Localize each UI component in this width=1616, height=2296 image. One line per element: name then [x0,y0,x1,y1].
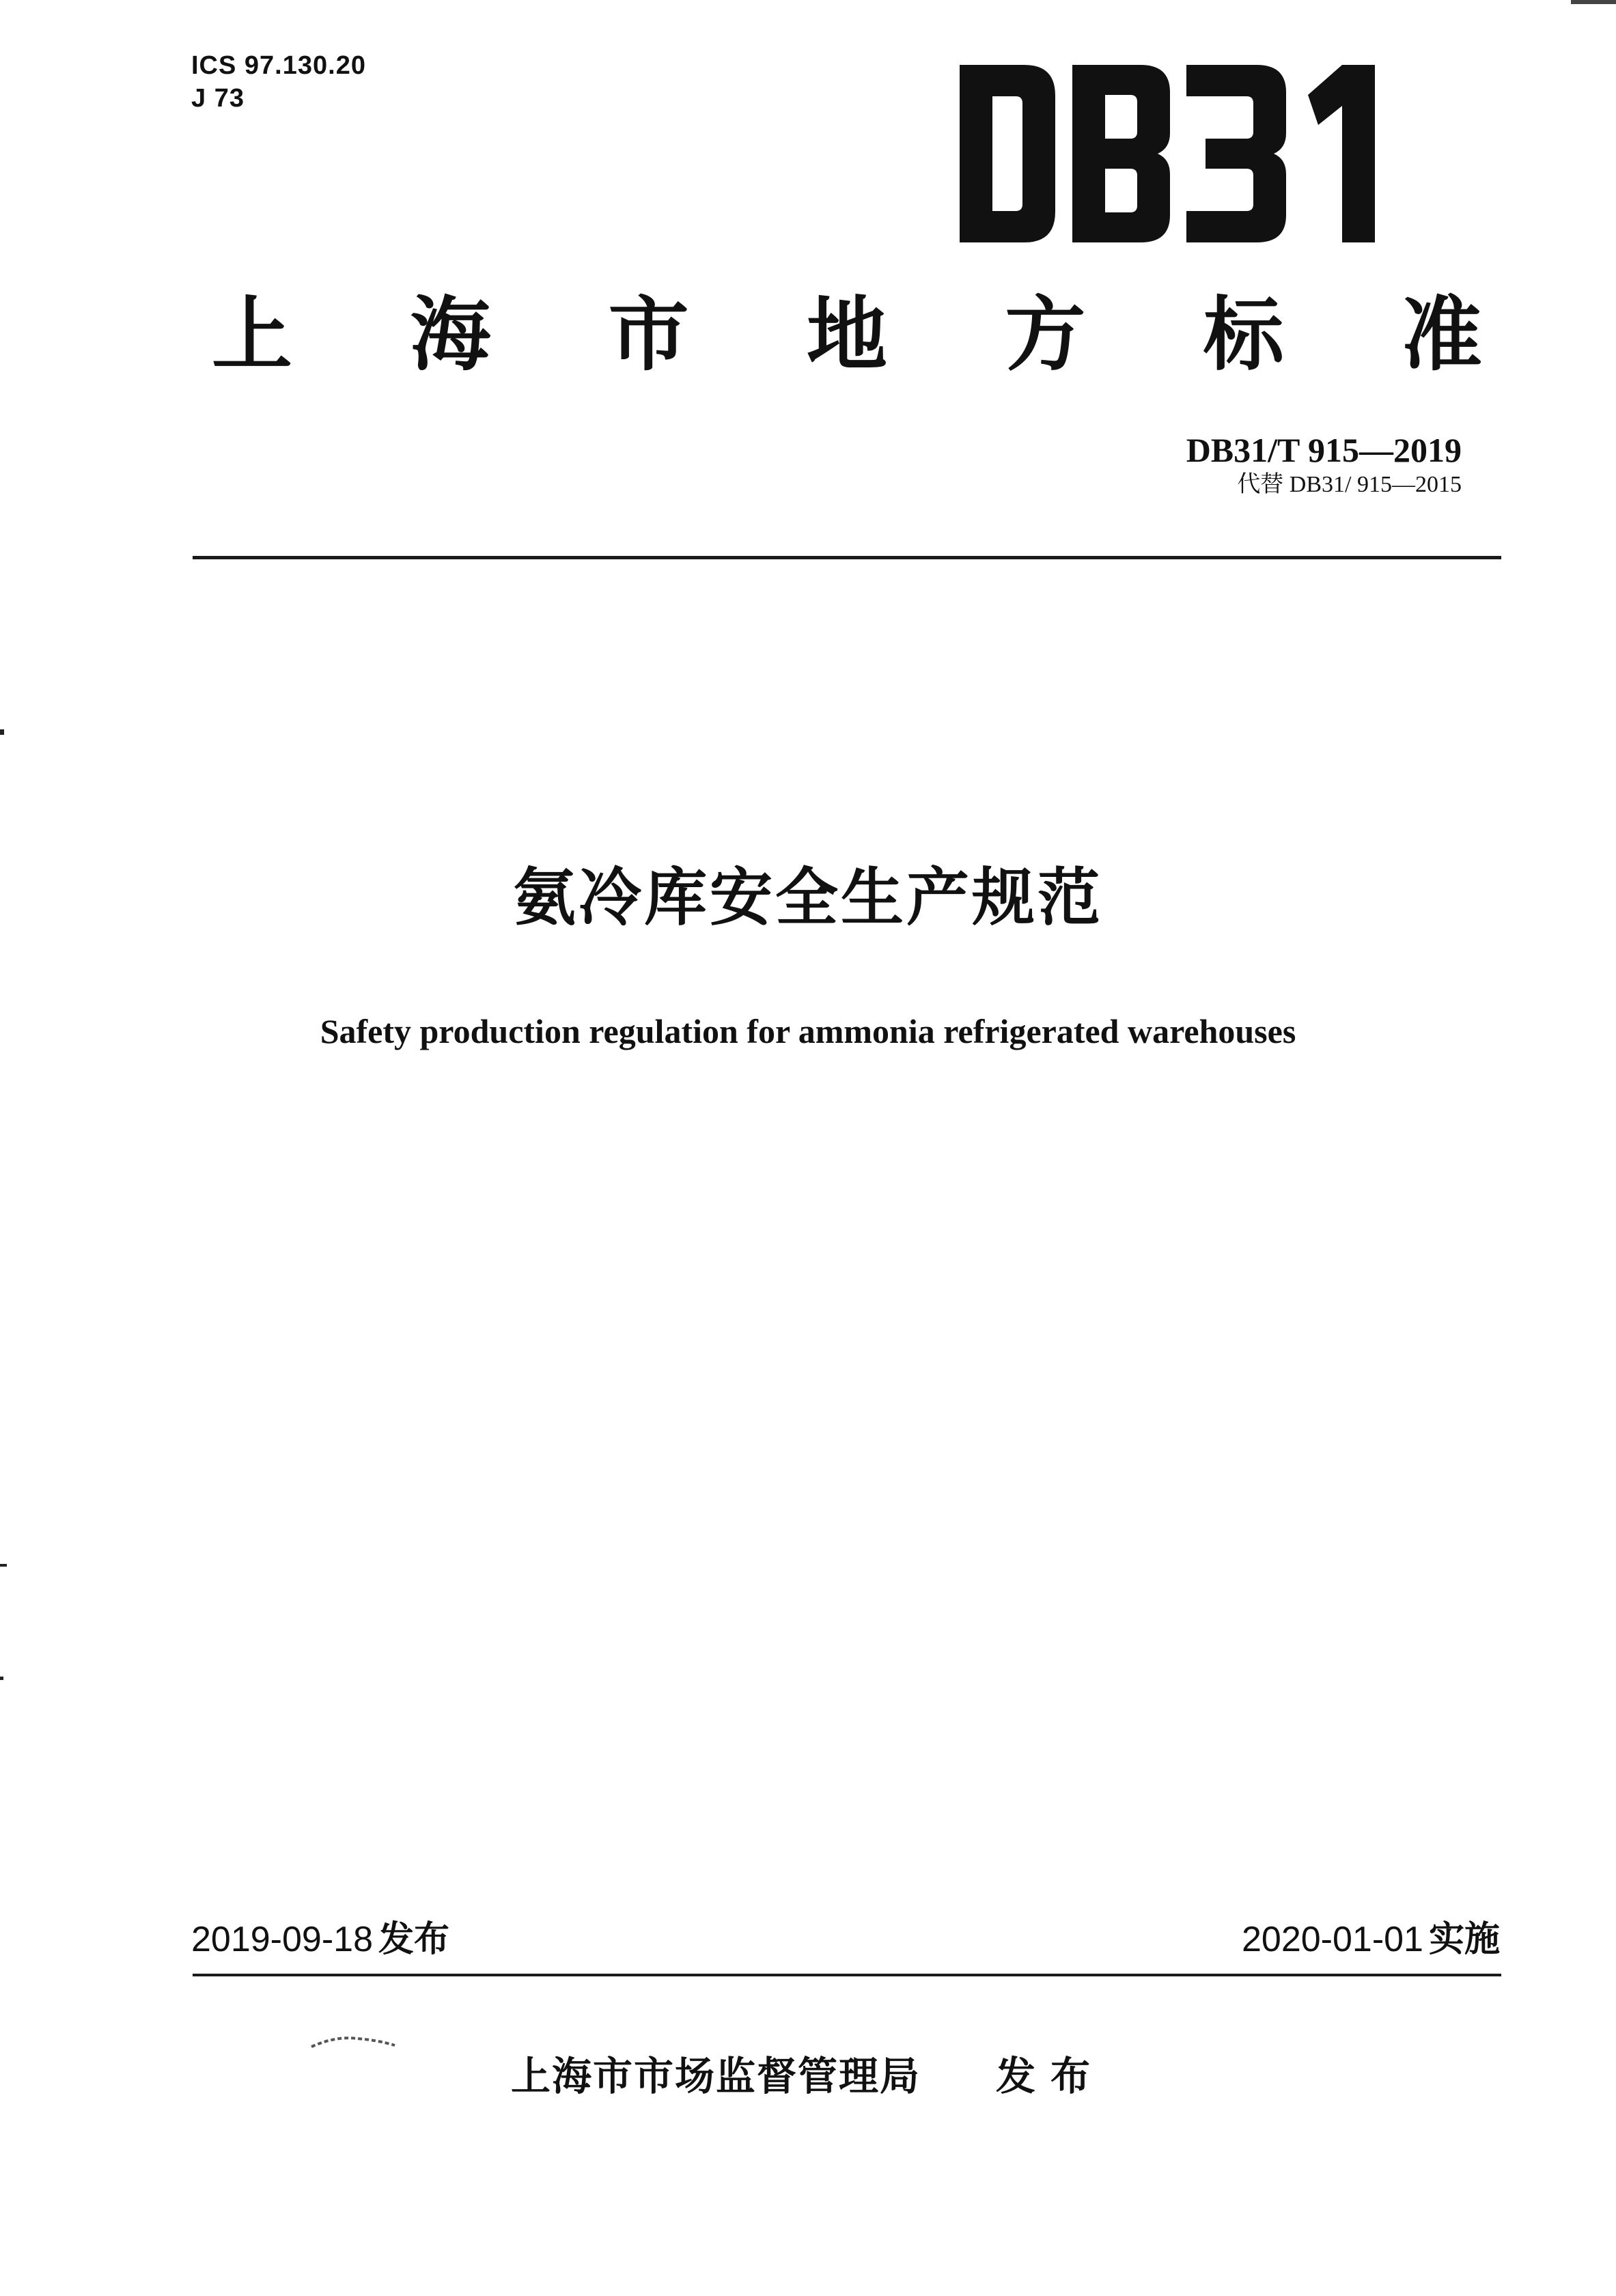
title-chinese: 氨冷库安全生产规范 [512,861,1103,934]
effective-label: 实施 [1428,1919,1500,1960]
standard-type-char: 准 [1401,288,1482,382]
db31-logo [960,65,1404,242]
issuer-line [0,2049,1616,2103]
scan-edge-mark [0,1564,7,1567]
effective-date-line [1242,1918,1500,1961]
standard-type-char: 海 [410,288,491,382]
publish-label: 发布 [378,1919,450,1960]
ccs-code: J 73 [191,84,245,113]
document-number: DB31/T 915—2019 [1186,431,1462,469]
scan-edge-mark [0,729,4,735]
issue-action: 发布 [996,2053,1106,2099]
effective-date: 2020-01-01 [1241,1920,1423,1959]
scan-edge-mark [0,1677,3,1680]
title-english: Safety production regulation for ammonia refrigerated warehouses [320,1012,1296,1050]
classification-codes [191,49,366,115]
issuing-authority: 上海市市场监督管理局 [510,2053,921,2099]
publish-date-line [191,1918,449,1961]
standard-type-char: 市 [608,288,689,382]
header-divider [193,556,1501,559]
replaces-note: 代替 DB31/ 915—2015 [1237,472,1462,497]
standard-type-char: 上 [212,288,293,382]
ics-code: ICS 97.130.20 [191,51,366,80]
scan-edge-mark [1571,0,1616,4]
standard-type-char: 方 [1005,288,1086,382]
footer-divider [193,1974,1501,1976]
standard-type-char: 标 [1203,288,1284,382]
standard-type-heading [212,277,1482,393]
standard-type-char: 地 [806,288,887,382]
publish-date: 2019-09-18 [191,1920,373,1959]
document-number-block [1186,430,1462,500]
